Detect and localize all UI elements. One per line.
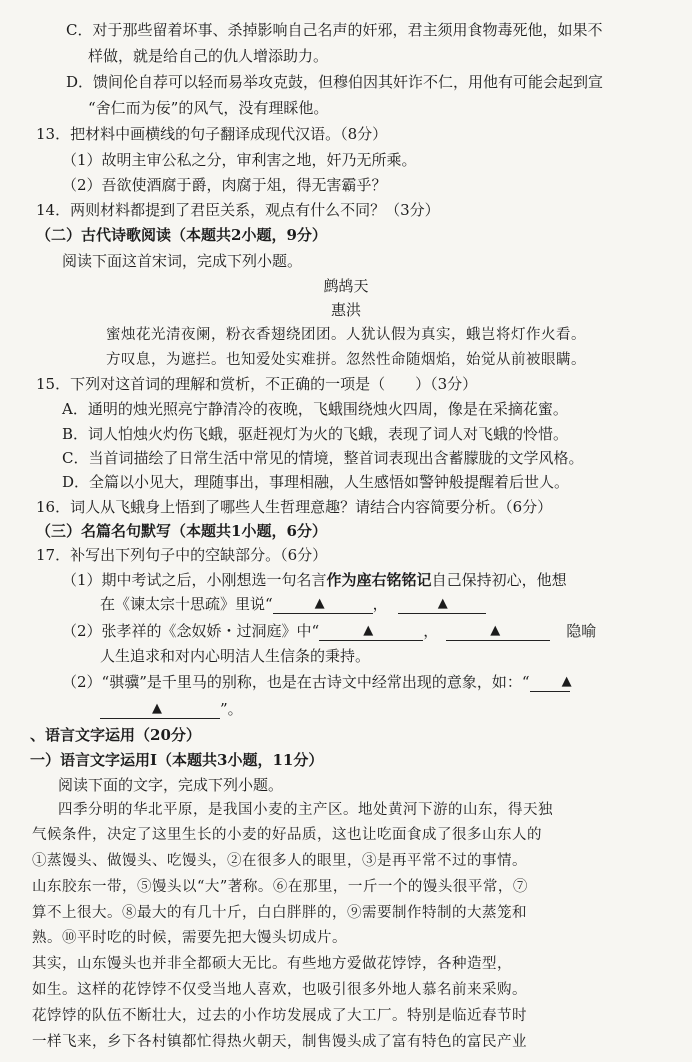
blank-marker-3: ▲: [363, 623, 374, 638]
question-15-option-c: C．当首词描绘了日常生活中常见的情境，整首词表现出含蓄朦胧的文学风格。: [62, 449, 584, 467]
question-17-part-2-line-1: [62, 621, 596, 641]
question-17-part-2-line-2: 人生追求和对内心明洁人生信条的秉持。: [100, 647, 371, 665]
passage-line-1: 四季分明的华北平原，是我国小麦的主产区。地处黄河下游的山东，得天独: [58, 802, 553, 818]
passage-line-2: 气候条件，决定了这里生长的小麦的好品质，这也让吃面食成了很多山东人的: [32, 827, 542, 843]
passage-line-10: 一样飞来，乡下各村镇都忙得热火朝天，制售馒头成了富有特色的富民产业: [32, 1034, 527, 1050]
passage-line-8: 如生。这样的花饽饽不仅受当地人喜欢，也吸引很多外地人慕名前来采购。: [32, 982, 527, 998]
question-15-option-b: B．词人怕烛火灼伤飞蛾，驱赶视灯为火的飞蛾，表现了词人对飞蛾的怜惜。: [62, 425, 569, 443]
poem-author: 惠洪: [330, 301, 361, 319]
poem-title: 鹧鸪天: [323, 277, 369, 295]
blank-marker-1: ▲: [314, 596, 325, 611]
question-15-stem: 15．下列对这首词的理解和赏析，不正确的一项是（ ）（3分）: [36, 375, 478, 393]
q17-p1-suffix: 自己保持初心，他想: [431, 571, 567, 589]
q17-p1-prefix: （1）期中考试之后，小刚想选一句名言: [62, 571, 327, 589]
q17-p2-suffix: 隐喻: [566, 622, 597, 640]
reading-instructions: 阅读下面的文字，完成下列小题。: [58, 776, 284, 794]
option-c-line-2: 样做，就是给自己的仇人增添助力。: [88, 47, 329, 65]
blank-marker-2: ▲: [437, 596, 448, 611]
question-17-part-1-line-2: [100, 594, 486, 614]
answer-blank-3[interactable]: [319, 623, 423, 641]
question-13-part-1: （1）故明主审公私之分，审利害之地，奸乃无所乘。: [62, 151, 417, 169]
q17-p1b-comma: ，: [372, 595, 388, 613]
answer-blank-5[interactable]: [530, 674, 570, 692]
question-17-part-3-line-1: [62, 672, 570, 692]
answer-blank-2[interactable]: [398, 596, 486, 614]
passage-line-3: ①蒸馒头、做馒头、吃馒头，②在很多人的眼里，③是再平常不过的事情。: [32, 853, 527, 869]
section-language-heading: 、语言文字运用（20分）: [30, 726, 201, 744]
q17-p1b-prefix: 在《谏太宗十思疏》里说“: [100, 595, 273, 613]
blank-marker-6: ▲: [152, 701, 162, 716]
question-13-part-2: （2）吾欲使酒腐于爵，肉腐于俎，得无害霸乎？: [62, 176, 387, 194]
question-17-part-1-line-1: [62, 570, 567, 590]
poem-line-2: 方叹息，为遮拦。也知爱处实难拼。忽然性命随烟焰，始觉从前被眼瞒。: [106, 352, 586, 368]
question-16-stem: 16．词人从飞蛾身上悟到了哪些人生哲理意趣？请结合内容简要分析。（6分）: [36, 498, 553, 516]
passage-line-4: 山东胶东一带，⑤馒头以“大”著称。⑥在那里，一斤一个的馒头很平常，⑦: [32, 879, 528, 895]
q17-p3-prefix: （2）“骐骥”是千里马的别称，也是在古诗文中经常出现的意象，如：“: [62, 673, 530, 691]
q17-p2-prefix: （2）张孝祥的《念奴娇・过洞庭》中“: [62, 622, 320, 640]
blank-marker-5: ▲: [561, 674, 572, 689]
option-d-line-2: “舍仁而为佞”的风气，没有理睬他。: [88, 99, 329, 117]
question-17-part-3-line-2: [100, 699, 243, 719]
section-poetry-heading: （二）古代诗歌阅读（本题共2小题，9分）: [36, 226, 327, 244]
option-d-line-1: D．馈间伦自荐可以轻而易举攻克鼓，但穆伯因其奸诈不仁，用他有可能会起到宣: [66, 73, 604, 91]
blank-marker-4: ▲: [490, 623, 501, 638]
passage-line-9: 花饽饽的队伍不断壮大，过去的小作坊发展成了大工厂。特别是临近春节时: [32, 1008, 527, 1024]
section-dictation-heading: （三）名篇名句默写（本题共1小题，6分）: [36, 522, 327, 540]
q17-p3-suffix: ”。: [220, 700, 243, 718]
question-13-stem: 13．把材料中画横线的句子翻译成现代汉语。（8分）: [36, 125, 388, 143]
q17-p1-emphasis: 作为座右铭铭记: [326, 571, 432, 589]
answer-blank-1[interactable]: [273, 596, 373, 614]
section-language-1-heading: 一）语言文字运用Ⅰ（本题共3小题，11分）: [30, 751, 324, 769]
answer-blank-4[interactable]: [446, 623, 550, 641]
question-15-option-d: D．全篇以小见大，理随事出，事理相融，人生感悟如警钟般提醒着后世人。: [62, 473, 570, 491]
passage-line-7: 其实，山东馒头也并非全都硕大无比。有些地方爱做花饽饽，各种造型，: [32, 956, 512, 972]
passage-line-5: 算不上很大。⑧最大的有几十斤，白白胖胖的，⑨需要制作特制的大蒸笼和: [32, 905, 527, 921]
q17-p2-comma: ，: [423, 622, 439, 640]
passage-line-6: 熟。⑩平时吃的时候，需要先把大馒头切成片。: [32, 930, 347, 946]
option-c-line-1: C．对于那些留着坏事、杀掉影响自己名声的奸邪，君主须用食物毒死他，如果不: [66, 21, 603, 39]
poem-line-1: 蜜烛花光清夜阑，粉衣香翅绕团团。人犹认假为真实，蛾岂将灯作火看。: [106, 327, 586, 343]
question-15-option-a: A．通明的烛光照亮宁静清冷的夜晚，飞蛾围绕烛火四周，像是在采摘花蜜。: [62, 400, 568, 418]
answer-blank-6[interactable]: [100, 701, 220, 719]
question-14-stem: 14．两则材料都提到了君臣关系，观点有什么不同？（3分）: [36, 201, 440, 219]
question-17-stem: 17．补写出下列句子中的空缺部分。（6分）: [36, 546, 328, 564]
poetry-instructions: 阅读下面这首宋词，完成下列小题。: [62, 252, 303, 270]
